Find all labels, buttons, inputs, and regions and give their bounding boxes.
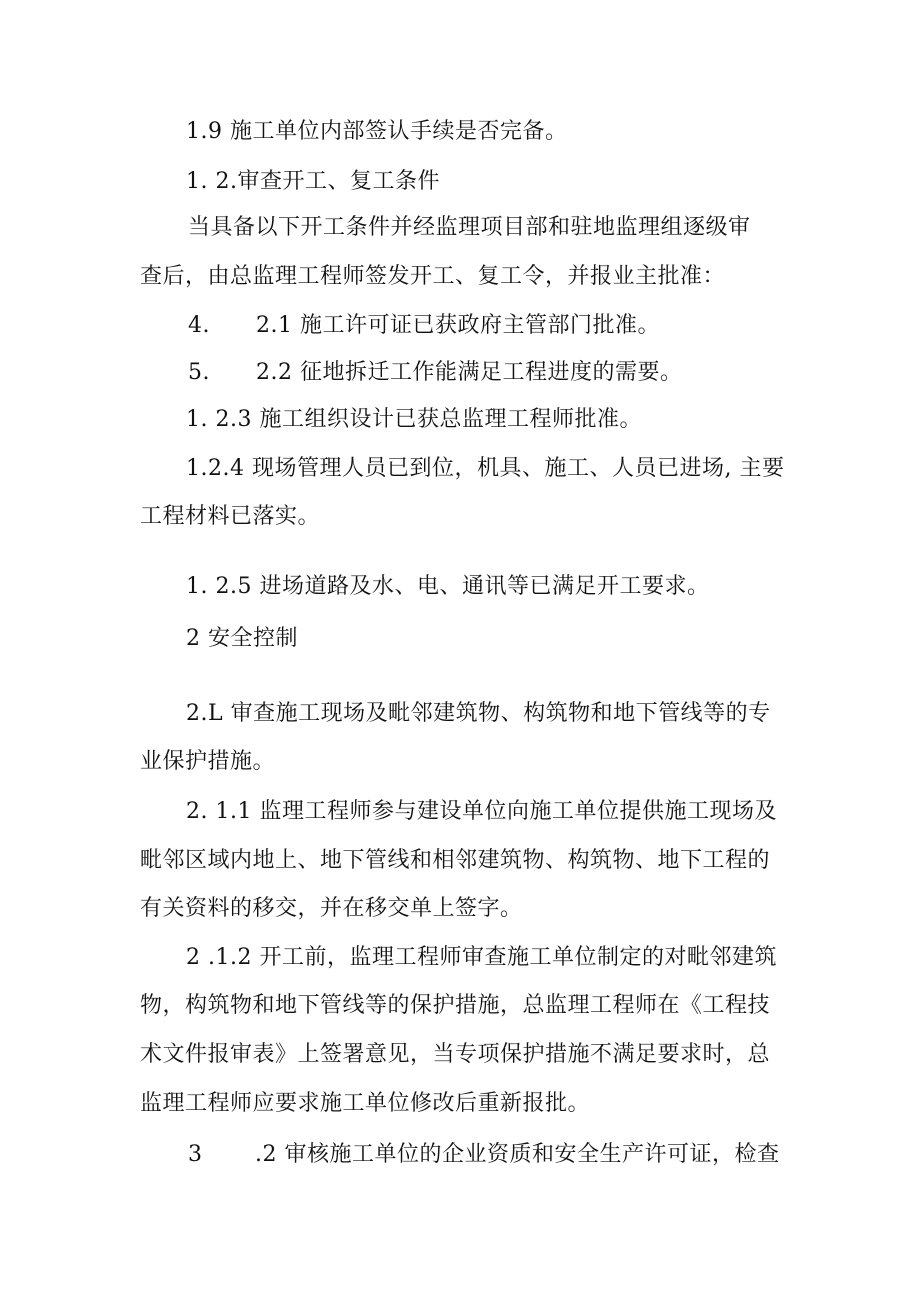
paragraph-line: 1.9 施工单位内部签认手续是否完备。 bbox=[186, 119, 568, 144]
section-heading: 2 安全控制 bbox=[186, 626, 298, 651]
section-heading: 1. 2.审查开工、复工条件 bbox=[186, 169, 440, 194]
paragraph-line: 有关资料的移交，并在移交单上签字。 bbox=[140, 896, 523, 921]
paragraph-line: 毗邻区域内地上、地下管线和相邻建筑物、构筑物、地下工程的 bbox=[140, 848, 771, 873]
paragraph-line: 2.L 审查施工现场及毗邻建筑物、构筑物和地下管线等的专 bbox=[186, 701, 771, 726]
paragraph-line: 监理工程师应要求施工单位修改后重新报批。 bbox=[140, 1091, 591, 1116]
paragraph-line: 术文件报审表》上签署意见，当专项保护措施不满足要求时，总 bbox=[140, 1042, 771, 1067]
paragraph-line: 2 .1.2 开工前，监理工程师审查施工单位制定的对毗邻建筑 bbox=[186, 945, 777, 970]
list-item: 1. 2.3 施工组织设计已获总监理工程师批准。 bbox=[186, 407, 642, 432]
paragraph-line: 2. 1.1 监理工程师参与建设单位向施工单位提供施工现场及 bbox=[186, 799, 777, 824]
paragraph-line: 当具备以下开工条件并经监理项目部和驻地监理组逐级审 bbox=[188, 215, 751, 240]
paragraph-line: 1.2.4 现场管理人员已到位，机具、施工、人员已进场, 主要 bbox=[186, 456, 785, 481]
list-number: 5. bbox=[188, 360, 210, 385]
paragraph-line: .2 审核施工单位的企业资质和安全生产许可证，检查 bbox=[255, 1142, 780, 1167]
paragraph-line: 查后，由总监理工程师签发开工、复工令，并报业主批准： bbox=[140, 264, 726, 289]
paragraph-line: 工程材料已落实。 bbox=[140, 504, 321, 529]
paragraph-line: 物，构筑物和地下管线等的保护措施，总监理工程师在《工程技 bbox=[140, 993, 771, 1018]
list-item-text: 2.1 施工许可证已获政府主管部门批准。 bbox=[256, 313, 660, 338]
list-number: 3 bbox=[188, 1142, 203, 1167]
list-item: 1. 2.5 进场道路及水、电、通讯等已满足开工要求。 bbox=[186, 574, 710, 599]
list-number: 4. bbox=[188, 313, 210, 338]
paragraph-line: 业保护措施。 bbox=[140, 749, 276, 774]
list-item-text: 2.2 征地拆迁工作能满足工程进度的需要。 bbox=[256, 360, 683, 385]
